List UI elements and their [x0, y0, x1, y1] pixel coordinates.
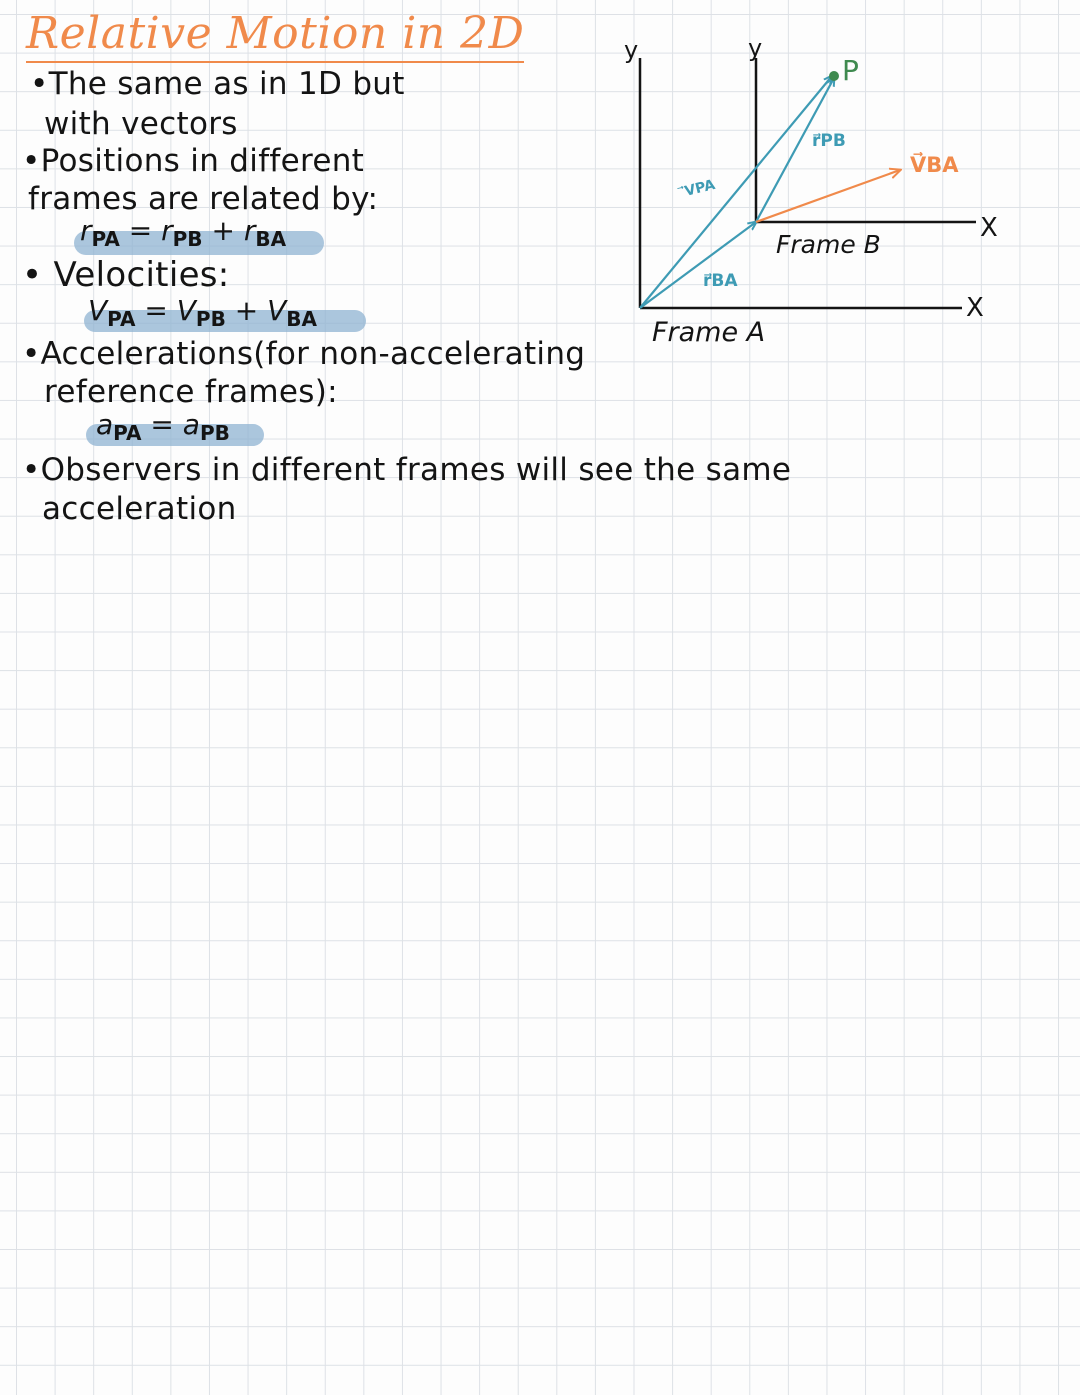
position-formula-eq: =	[128, 214, 153, 247]
position-formula-r1: r	[80, 214, 92, 247]
vector-r-pb-label: r⃗PB	[812, 131, 846, 151]
frame-a-y-label: y	[624, 36, 639, 64]
vector-r-ba-label: r⃗BA	[703, 271, 738, 291]
bullet-positions: •Positions in different	[22, 143, 365, 179]
position-formula-sub1: PA	[91, 227, 120, 251]
vector-v-ba-label: V⃗BA	[910, 153, 959, 177]
bullet-accelerations: •Accelerations(for non-accelerating	[22, 336, 586, 372]
bullet-observers: •Observers in different frames will see the same	[22, 452, 792, 488]
position-formula-r3: r	[243, 214, 256, 247]
bullet-observers-cont: acceleration	[42, 491, 237, 527]
velocity-formula-v3: V	[267, 294, 287, 327]
vector-r-pa-label: ⃗VPA	[683, 176, 717, 200]
frame-b-y-label: y	[748, 34, 763, 62]
velocity-formula-sub3: BA	[286, 307, 317, 331]
acceleration-formula-a1: a	[96, 408, 114, 441]
position-formula-sub2: PB	[172, 227, 203, 251]
acceleration-formula-eq: =	[150, 408, 174, 441]
velocity-formula-plus: +	[234, 294, 259, 327]
frame-b-label: Frame B	[776, 230, 881, 259]
vector-r-ba	[640, 222, 756, 308]
bullet-same-as-1d-cont: with vectors	[44, 106, 238, 142]
point-p-label: P	[842, 54, 859, 87]
velocity-formula-sub1: PA	[107, 307, 136, 331]
relative-motion-diagram	[0, 0, 1080, 400]
point-p-marker	[829, 71, 839, 81]
frame-a-label: Frame A	[652, 317, 766, 348]
position-formula-r2: r	[161, 214, 173, 247]
velocity-formula-eq: =	[144, 294, 168, 327]
acceleration-formula	[96, 408, 230, 445]
position-formula-plus: +	[211, 214, 235, 247]
velocity-formula-v2: V	[176, 294, 196, 327]
acceleration-formula-sub1: PA	[113, 421, 142, 445]
position-formula-sub3: BA	[255, 227, 287, 251]
frame-a-x-label: X	[966, 293, 984, 323]
bullet-velocities: • Velocities:	[22, 255, 230, 295]
acceleration-formula-sub2: PB	[199, 421, 230, 445]
velocity-formula-sub2: PB	[195, 307, 226, 331]
vector-v-ba	[756, 170, 900, 222]
bullet-positions-cont: frames are related by:	[28, 181, 379, 217]
acceleration-formula-a2: a	[182, 408, 200, 441]
velocity-formula-v1: V	[88, 294, 108, 327]
bullet-accelerations-cont: reference frames):	[44, 374, 338, 410]
frame-b-x-label: X	[980, 213, 998, 243]
page-title: Relative Motion in 2D	[26, 8, 524, 63]
bullet-same-as-1d: •The same as in 1D but	[30, 66, 405, 102]
